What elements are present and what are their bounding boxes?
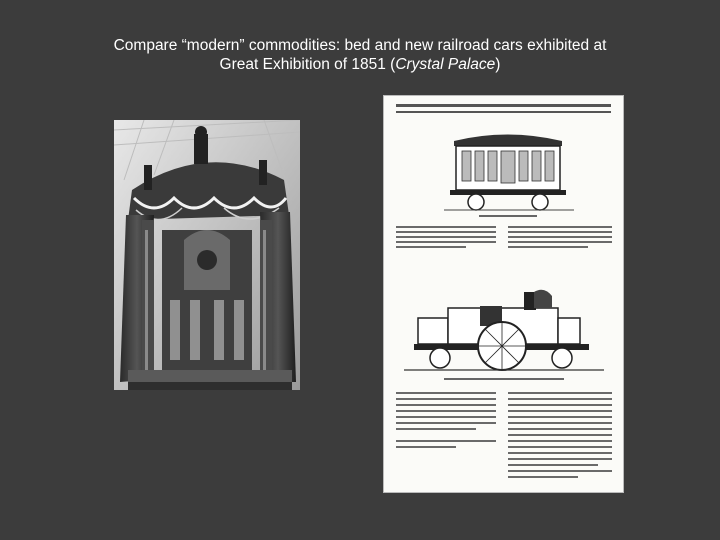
slide-title xyxy=(60,36,660,74)
slide-title-line-2-suffix: ) xyxy=(495,56,501,73)
slide-title-line-1: Compare “modern” commodities: bed and new railroad cars exhibited at xyxy=(113,37,607,54)
catalogue-page-scan xyxy=(384,96,623,492)
railroad-carriage-drawing xyxy=(444,135,574,218)
locomotive-drawing xyxy=(404,290,604,380)
crystal-palace-italic: Crystal Palace xyxy=(395,56,496,73)
slide-title-line-2 xyxy=(60,55,660,74)
ornate-bed-photo xyxy=(114,120,300,390)
railroad-catalogue-illustration xyxy=(384,96,623,492)
slide-title-line-2-prefix: Great Exhibition of 1851 ( xyxy=(219,56,396,73)
ornate-bed-illustration xyxy=(114,120,300,390)
